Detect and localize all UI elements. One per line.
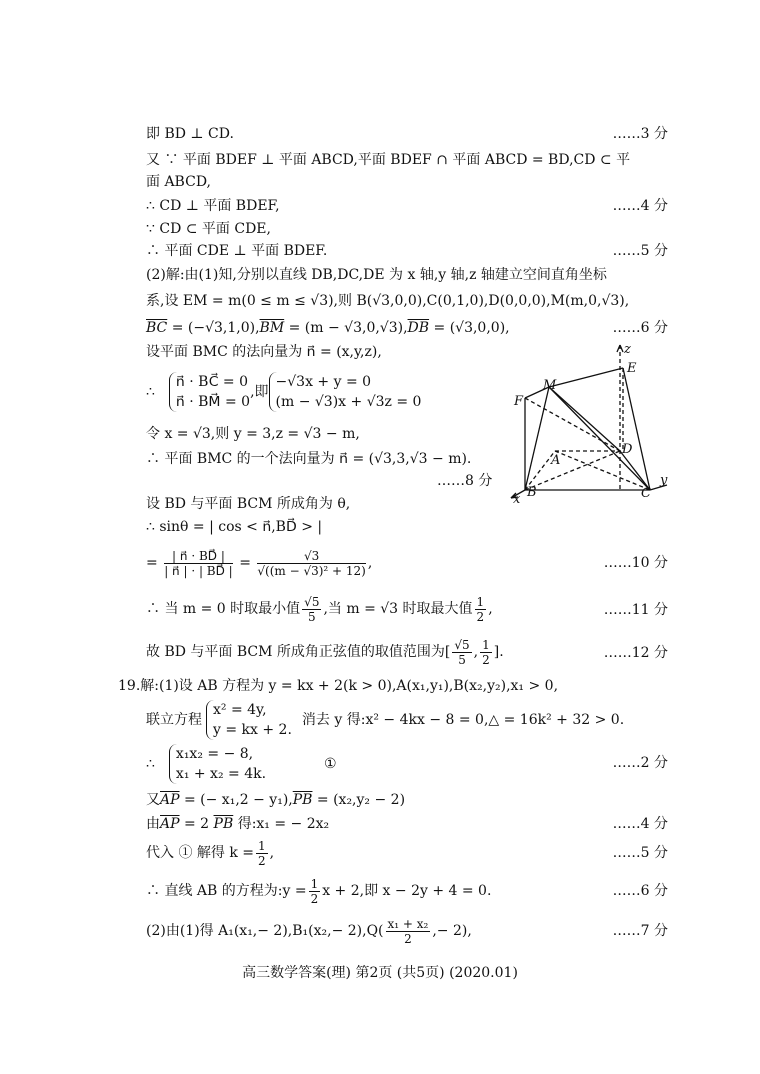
system-vieta: x₁x₂ = − 8, x₁ + x₂ = 4k. bbox=[169, 744, 266, 784]
score-10: ……10 分 bbox=[603, 555, 668, 571]
label-x: x bbox=[513, 492, 521, 507]
vector-db-value: = (√3,0,0), bbox=[429, 320, 510, 336]
label-d: D bbox=[622, 442, 633, 457]
line-plane-intersection: 又 ∵ 平面 BDEF ⊥ 平面 ABCD,平面 BDEF ∩ 平面 ABCD = BD,CD ⊂ 平 bbox=[146, 152, 631, 168]
score-4-q19: ……4 分 bbox=[612, 816, 668, 832]
fraction-sin-value: $\frac{√3}{\text{√((m − √3)² + 12)}}$ bbox=[257, 548, 366, 578]
system-linear: −√3x + y = 0 (m − √3)x + √3z = 0 bbox=[269, 372, 422, 412]
line-cde-perp-bdef: ∴ 平面 CDE ⊥ 平面 BDEF. bbox=[146, 243, 328, 259]
score-2: ……2 分 bbox=[612, 755, 668, 771]
line-plane-abcd: 面 ABCD, bbox=[146, 174, 211, 190]
label-a: A bbox=[551, 453, 561, 468]
line-k-value: 代入 ① 解得 k = $\frac{1}{2}$ , bbox=[146, 838, 275, 868]
line-part2-points: (2)由(1)得 A₁(x₁,− 2),B₁(x₂,− 2),Q( $\frac{\text{x₁ + x₂}}{2}$ ,− 2), bbox=[146, 916, 472, 946]
fraction-midpoint: $\frac{\text{x₁ + x₂}}{2}$ bbox=[387, 916, 429, 946]
vector-bm: $\overline{BM}$ bbox=[259, 320, 285, 336]
line-sin-fraction: = $\frac{| n⃗ \cdot BD⃗ |}{| n⃗ | \cdot | BD⃗ |}$ = $\frac{√3}{\text{√((m − √3)² + 12)}}$ , bbox=[146, 548, 373, 578]
line-joint-equation: 联立方程 x² = 4y, y = kx + 2. 消去 y 得:x² − 4kx − 8 = 0,△ = 16k² + 32 > 0. bbox=[146, 702, 625, 738]
fraction-range-low: $\frac{√5}{5}$ bbox=[454, 637, 470, 667]
line-sin-theta: ∴ sinθ = | cos < n⃗,BD⃗ > | bbox=[146, 519, 323, 535]
line-normal-result: ∴ 平面 BMC 的一个法向量为 n⃗ = (√3,3,√3 − m). bbox=[146, 451, 472, 467]
label-b: B bbox=[527, 485, 537, 500]
vector-bm-value: = (m − √3,0,√3), bbox=[284, 320, 408, 336]
line-q19-setup: 19.解:(1)设 AB 方程为 y = kx + 2(k > 0),A(x₁,y₁),B(x₂,y₂),x₁ > 0, bbox=[118, 678, 559, 694]
score-5-q19: ……5 分 bbox=[612, 845, 668, 861]
edge-md bbox=[549, 387, 620, 451]
edge-fd-dashed bbox=[525, 398, 620, 451]
line-vieta: ∴ x₁x₂ = − 8, x₁ + x₂ = 4k. ① bbox=[146, 746, 337, 782]
line-set-x: 令 x = √3,则 y = 3,z = √3 − m, bbox=[146, 426, 360, 442]
label-e: E bbox=[627, 361, 637, 376]
fraction-min-value: $\frac{√5}{5}$ bbox=[304, 594, 320, 624]
fraction-slope-half: $\frac{1}{2}$ bbox=[310, 876, 319, 906]
score-8: ……8 分 bbox=[437, 473, 493, 489]
score-12: ……12 分 bbox=[603, 645, 668, 661]
line-x1-relation: 由$\overline{AP} = 2$ $\overline{PB}$ 得:x₁ = − 2x₂ bbox=[146, 816, 330, 832]
line-vectors bbox=[146, 318, 510, 338]
score-7-q19: ……7 分 bbox=[612, 923, 668, 939]
vector-bc-value: = (−√3,1,0), bbox=[167, 320, 260, 336]
vector-bc: $\overline{BC}$ bbox=[146, 320, 168, 336]
edge-me bbox=[549, 368, 623, 387]
line-range-conclusion: 故 BD 与平面 BCM 所成角正弦值的取值范围为[ $\frac{√5}{5}$ , $\frac{1}{2}$ ]. bbox=[146, 637, 504, 667]
page-footer: 高三数学答案(理) 第2页 (共5页) (2020.01) bbox=[242, 965, 518, 981]
vector-db: $\overline{DB}$ bbox=[407, 320, 430, 336]
score-3: ……3 分 bbox=[612, 126, 668, 142]
line-equation-system bbox=[146, 372, 421, 412]
line-coordinates: 系,设 EM = m(0 ≤ m ≤ √3),则 B(√3,0,0),C(0,1,0),D(0,0,0),M(m,0,√3), bbox=[146, 293, 630, 309]
line-cd-in-cde: ∵ CD ⊂ 平面 CDE, bbox=[146, 221, 271, 237]
score-4: ……4 分 bbox=[612, 198, 668, 214]
discriminant-text: 消去 y 得:x² − 4kx − 8 = 0,△ = 16k² + 32 > 0. bbox=[301, 712, 625, 728]
system-parabola-line: x² = 4y, y = kx + 2. bbox=[206, 700, 292, 740]
geometry-figure bbox=[505, 340, 680, 510]
label-z: z bbox=[624, 342, 631, 357]
edge-mb bbox=[525, 387, 549, 490]
fraction-max-value: $\frac{1}{2}$ bbox=[476, 594, 485, 624]
circled-one-label: ① bbox=[324, 756, 337, 772]
label-y: y bbox=[660, 473, 668, 488]
line-normal-vector: 设平面 BMC 的法向量为 n⃗ = (x,y,z), bbox=[146, 344, 382, 360]
score-6-q19: ……6 分 bbox=[612, 883, 668, 899]
fraction-k-half: $\frac{1}{2}$ bbox=[258, 838, 266, 868]
label-c: C bbox=[641, 486, 651, 501]
therefore-symbol: ∴ bbox=[146, 384, 155, 400]
fraction-dot-over-norms: $\frac{| n⃗ \cdot BD⃗ |}{| n⃗ | \cdot | BD⃗ |}$ bbox=[164, 548, 233, 578]
system-dot-products: n⃗ · BC⃗ = 0 n⃗ · BM⃗ = 0 bbox=[169, 372, 250, 412]
label-m: M bbox=[543, 378, 557, 393]
score-6: ……6 分 bbox=[612, 320, 668, 336]
score-11: ……11 分 bbox=[603, 602, 668, 618]
line-min-max: ∴ 当 m = 0 时取最小值 $\frac{√5}{5}$ ,当 m = √3 时取最大值 $\frac{1}{2}$ , bbox=[146, 594, 493, 624]
line-bd-perp-cd: 即 BD ⊥ CD. bbox=[146, 126, 234, 142]
line-ap-pb: 又$\overline{AP}$ = (− $x_1,2 - y_1),\overline{PB} = (x_2,y_2 - 2)$ bbox=[146, 792, 406, 808]
system-connector: ,即 bbox=[250, 384, 269, 400]
line-ab-equation: ∴ 直线 AB 的方程为:y = $\frac{1}{2}$ x + 2,即 x − 2y + 4 = 0. bbox=[146, 876, 492, 906]
label-f: F bbox=[514, 394, 524, 409]
score-5: ……5 分 bbox=[612, 243, 668, 259]
line-cd-perp-bdef: ∴ CD ⊥ 平面 BDEF, bbox=[146, 198, 280, 214]
line-part2-setup: (2)解:由(1)知,分别以直线 DB,DC,DE 为 x 轴,y 轴,z 轴建立空间直角坐标 bbox=[146, 267, 607, 283]
line-angle-theta: 设 BD 与平面 BCM 所成角为 θ, bbox=[146, 496, 351, 512]
fraction-range-high: $\frac{1}{2}$ bbox=[482, 637, 490, 667]
